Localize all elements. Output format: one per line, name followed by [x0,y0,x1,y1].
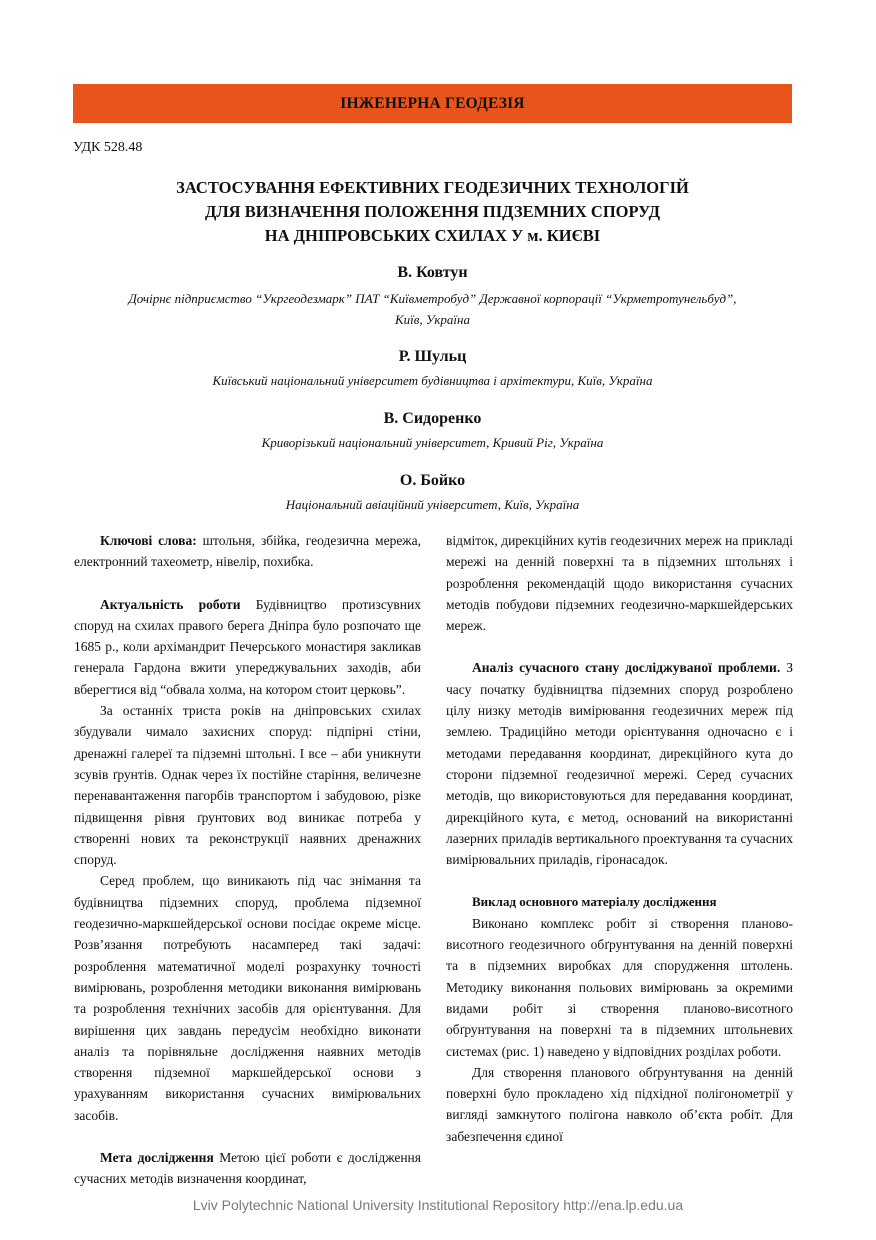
author-affiliation: Київський національний університет будівництва і архітектури, Київ, Україна [212,373,653,388]
section-title: ІНЖЕНЕРНА ГЕОДЕЗІЯ [340,94,525,112]
relevance-text: Будівництво протизсувних споруд на схилах правого берега Дніпра було розпочато ще 1685 р., коли архімандрит Печерського монастиря закликав генерала Гардона вжити упереджувальних заходів, аби вберегтися від “обвала холма, на котором стоит церковь”. [74,596,421,697]
body-paragraph: Виконано комплекс робіт зі створення планово-висотного геодезичного обґрунтування на денній поверхні та в підземних виробках для спорудження штолень. Методику виконання польових вимірювань за окремими видами робіт зі створення планово-висотного обґрунтування на поверхні та в підземних штольневих системах (рис. 1) наведено у відповідних розділах роботи. [446,915,793,1059]
analysis-label: Аналіз сучасного стану досліджуваної проблеми. [472,660,781,676]
aim-text: Метою цієї роботи є дослідження сучасних методів визначення координат, [74,1150,421,1187]
title-line-1: ЗАСТОСУВАННЯ ЕФЕКТИВНИХ ГЕОДЕЗИЧНИХ ТЕХНОЛОГІЙ [176,178,689,197]
keywords [74,530,421,573]
aim-continued: відміток, дирекційних кутів геодезичних мереж на прикладі мережі на денній поверхні та в підземних штольнях і розроблення рекомендацій щодо використання сучасних методів побудови підземних геодезично-маркшейдерських мереж. [446,533,793,634]
right-column [446,530,793,1147]
author-name: В. Ковтун [397,264,468,281]
body-paragraph: Для створення планового обґрунтування на денній поверхні було прокладено хід підхідної полігонометрії у вигляді замкнутого полігона навколо об’єкта робіт. Для забезпечення єдиної [446,1064,793,1144]
repository-footer: Lviv Polytechnic National University Institutional Repository http://ena.lp.edu.ua [192,1197,684,1213]
analysis-text: З часу початку будівництва підземних споруд розроблено цілу низку методів вимірювання геодезичних мереж під землею. Традиційно методи орієнтування одночасно є і методами передавання координат, дирекційного кута до сторони підземної геодезичної мережі. Серед сучасних методів, що використовуються для передавання координат, дирекційного кута, є метод, оснований на використанні лазерних приладів вертикального проектування та сучасних вимірювальних приладів, гіронасадок. [446,660,793,868]
paper-title [73,176,792,248]
author-name: В. Сидоренко [383,410,482,427]
affiliation-line: Дочірнє підприємство “Укргеодезмарк” ПАТ “Київметробуд” Державної корпорації “Укрметротунельбуд”, [128,291,737,306]
affiliation-line: Київ, Україна [395,312,470,327]
aim-paragraph [74,1147,421,1190]
udk-code: УДК 528.48 [73,140,143,155]
author-name: Р. Шульц [398,348,467,365]
body-paragraph: За останніх триста років на дніпровських схилах збудували чимало захисних споруд: підпірні стіни, дренажні галереї та підземні штольні. І все – аби уникнути зсувів ґрунтів. Однак через їх постійне старіння, величезне перенавантаження пагорбів транспортом і забудовою, різке підвищення рівня ґрунтових вод виникає потреба у створенні нових та реконструкції наявних дренажних споруд. [74,703,421,868]
relevance-paragraph [74,594,421,700]
aim-label: Мета дослідження [100,1150,214,1166]
left-column [74,530,421,1190]
keywords-text: штольня, збійка, геодезична мережа, електронний тахеометр, нівелір, похибка. [74,533,421,570]
author-affiliation [73,288,792,330]
author-name: О. Бойко [399,472,466,489]
section-banner [73,84,792,123]
author-affiliation: Криворізький національний університет, Кривий Ріг, Україна [261,435,604,450]
title-line-3: НА ДНІПРОВСЬКИХ СХИЛАХ У м. КИЄВІ [264,226,601,245]
relevance-label: Актуальність роботи [100,596,241,612]
analysis-paragraph [446,657,793,870]
keywords-label: Ключові слова: [100,533,197,548]
author-affiliation: Національний авіаційний університет, Київ, Україна [285,497,580,512]
title-line-2: ДЛЯ ВИЗНАЧЕННЯ ПОЛОЖЕННЯ ПІДЗЕМНИХ СПОРУД [205,202,660,221]
body-paragraph: Серед проблем, що виникають під час знімання та будівництва підземних споруд, проблема підземної геодезично-маркшейдерської основи посідає окреме місце. Розв’язання потребують насамперед такі задачі: розроблення математичної моделі розрахунку точності вимірювань, розроблення методики виконання вимірювань та розроблення технічних засобів для орієнтування. Для вирішення цих завдань передусім необхідно виконати аналіз та порівняльне дослідження наявних методів створення підземної маркшейдерської основи з урахуванням використання сучасних вимірювальних засобів. [74,873,421,1123]
section-heading: Виклад основного матеріалу дослідження [472,894,717,910]
